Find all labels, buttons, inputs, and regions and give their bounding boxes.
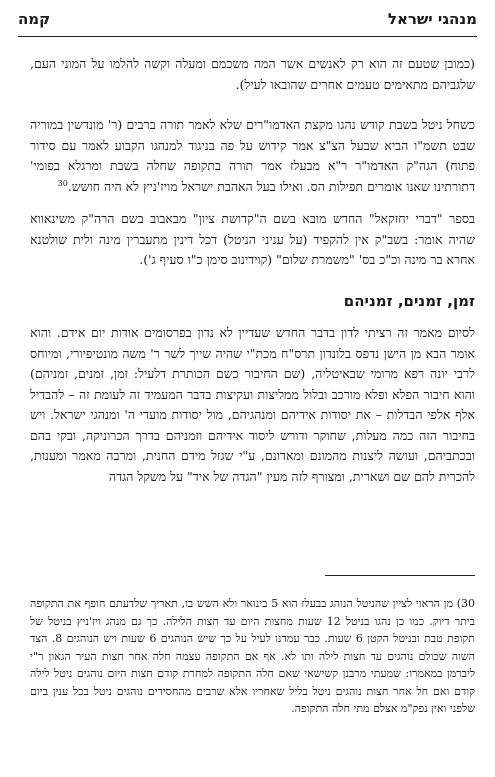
paragraph-2: [30, 115, 475, 197]
page-header: [18, 6, 477, 32]
footnote-separator: [325, 575, 475, 576]
footnote-marker[interactable]: 30: [57, 178, 68, 188]
section-paragraph: לסיום מאמר זה רציתי לדון בדבר החדש שעדיין לא נדון בפרסומים אודות יום אידם. והוא אומר הבא מן הישן נדפס בלונדון תרס"ח מכת"י שהיה שייך לשר ר' משה מונטיפיורי, ומיוחס לרבי יונה רפא מרומי שבאיטליה, (שם החיבור כשם הכותרת דלעיל: זמן, זמנים, זמניהם) והוא חיבור הפלא ופלא מורכב ובלול ממליצות ועקיצות בדבר המעמיד זה לעומת זה – להבדיל אלף אלפי הבדלות – את יסודות אידיהם ומנהגיהם, מול יסודות מועדי ה' ומנהגי ישראל. ויש בחיבור הזה כמה מעלות, שחוקר ודורש ליסוד אידיהם וזמניהם בדרך הכרוניקה, ובקי בהם ובכתביהם, ועושה ליצנות מהמונם ומאדונם, ע"י שגזל מידם החנית, ומרבה מאמר ומענות, להכרית להם שם ושארית, ומצורף לזה מעין "הגדה של איד" על משקל הגדה: [30, 325, 475, 484]
page-number: קמה: [18, 10, 51, 28]
paragraph-1: (כמובן שטעם זה הוא רק לאנשים אשר המה משכמם ומעלה וקשה להלמו על המוני העם, שלגביהם מתאימים טעמים אחרים שהובאו לעיל).: [30, 56, 475, 92]
section-title: זמן, זמנים, זמניהם: [343, 291, 475, 310]
header-rule: [18, 36, 477, 37]
main-text: [30, 54, 475, 507]
paragraph-2-text: כשחל ניטל בשבת קודש נהגו מקצת האדמו"רים שלא לאמר תורה ברבים (ר' מונדשין במוריה שבט תשמ"ו הביא שבעל הצ"צ אמר קידוש על פה בניגוד למנהגו הקבוע לאמר עם סידור פתוח) הגה"ק האדמו"ר ר"א מבעלז אמר תורה בתקופה שחלה בשבת ומרגלא בפומי' דתורתינו שאנו אומרים תפילות הס. ואילו בעל האהבת ישראל מויז'ניץ לא היה חושש.: [30, 117, 475, 194]
footnote-30: 30) מן הראוי לציין שהניטל הנוהג בבעלז הוא 5 בינואר ולא השש בו, תאריך שלדעתם חופף את התקופה ביתר דיוק. כמו כן נהגו בניטל 12 שעות מחצות היום עד חצות הלילה. כך גם מנהג ויז'ניץ בניטל של תקופת טבת ובניטל הקטן 6 שעות. כבר עמדנו לעיל על כך שיש הנוהגים 6 שעות ויש הנוהגים 8. הצד השוה שכולם נוהגים עד חצות לילה ותו לא. אף אם התקופה עצמה חלה אחר חצות העיר הגאון ר"י ליברמן במאמרו: שמעתי מרבנן קשישאי שאם חלה התקופה למחרת קודם חצות היום נוהגים ניטל לילה קודם ואם חל אחר חצות נוהגים ניטל בליל שאחריו אלא שרבים מהחסידים נוהגים ניטל בכל ענין ביום שלפני ואין נפק"מ אצלם מתי חלה התקופה.: [30, 597, 476, 715]
running-title: מנהגי ישראל: [387, 10, 477, 28]
paragraph-3: בספר "דברי יחזקאל" החדש מובא בשם ה"קדושת ציון" מבאבוב בשם הרה"ק משינאווא שהיה אומר: בשב"ק אין להקפיד (על עניני הניטל) דכל דינין מתעברין מינה ולית שולטנא אחרא בר מינה וכ"כ בס' "משמרת שלום" (קוידינוב סימן כ"ו סעיף ג').: [30, 211, 475, 267]
